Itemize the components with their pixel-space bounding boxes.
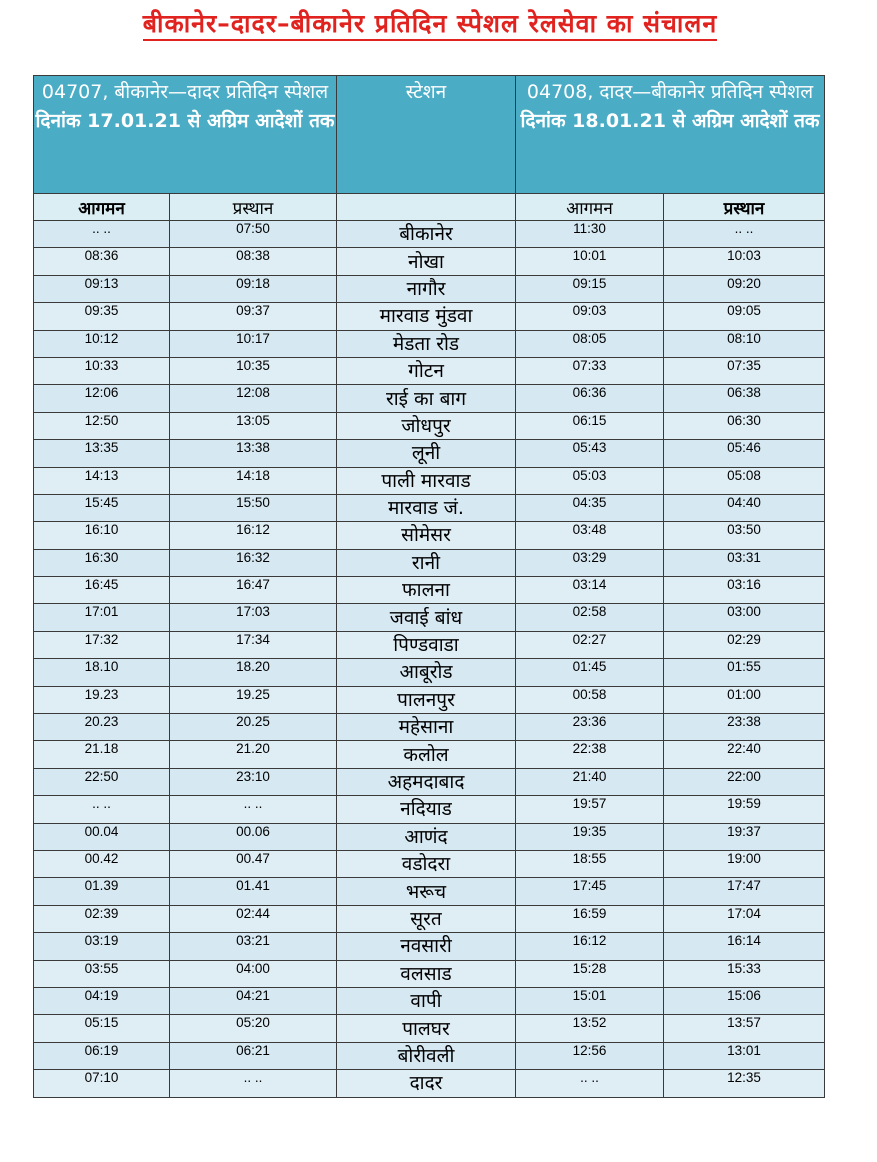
right-departure-cell: 19:59 [664,796,825,823]
left-arrival-cell: .. .. [34,796,170,823]
station-cell: कलोल [337,741,516,768]
table-row [34,796,825,823]
left-train-date: दिनांक 17.01.21 से अग्रिम आदेशों तक [35,110,335,132]
right-departure-cell: 09:05 [664,303,825,330]
left-departure-cell: 17:03 [170,604,337,631]
table-row [34,330,825,357]
left-departure-cell: 19.25 [170,686,337,713]
right-arrival-cell: 05:03 [516,467,664,494]
left-arrival-cell: 15:45 [34,494,170,521]
left-arrival-cell: 12:06 [34,385,170,412]
left-departure-cell: 12:08 [170,385,337,412]
left-departure-cell: 04:00 [170,960,337,987]
table-row [34,1042,825,1069]
table-row [34,631,825,658]
left-departure-cell: 09:18 [170,275,337,302]
station-cell: नागौर [337,275,516,302]
right-arrival-cell: 02:58 [516,604,664,631]
left-departure-cell: 01.41 [170,878,337,905]
left-arrival-cell: 20.23 [34,714,170,741]
left-arrival-cell: 00.42 [34,850,170,877]
right-departure-cell: 17:04 [664,905,825,932]
station-cell: अहमदाबाद [337,768,516,795]
left-departure-cell: 08:38 [170,248,337,275]
left-departure-cell: 04:21 [170,987,337,1014]
left-arrival-cell: 16:30 [34,549,170,576]
left-arrival-cell: 14:13 [34,467,170,494]
right-departure-cell: 13:57 [664,1015,825,1042]
right-departure-header: प्रस्थान [664,194,825,221]
right-departure-cell: 05:46 [664,440,825,467]
left-departure-cell: 05:20 [170,1015,337,1042]
right-arrival-cell: 15:28 [516,960,664,987]
table-row [34,494,825,521]
right-departure-cell: 09:20 [664,275,825,302]
station-cell: रानी [337,549,516,576]
right-arrival-cell: 07:33 [516,357,664,384]
right-departure-cell: 13:01 [664,1042,825,1069]
left-arrival-cell: 01.39 [34,878,170,905]
station-cell: भरूच [337,878,516,905]
table-row [34,823,825,850]
right-arrival-cell: 09:15 [516,275,664,302]
table-row [34,714,825,741]
header-row [34,76,825,194]
left-arrival-cell: 06:19 [34,1042,170,1069]
left-departure-cell: 16:12 [170,522,337,549]
table-row [34,440,825,467]
left-departure-cell: 16:32 [170,549,337,576]
station-cell: सूरत [337,905,516,932]
table-row [34,522,825,549]
right-departure-cell: 03:50 [664,522,825,549]
left-departure-cell: 07:50 [170,221,337,248]
left-arrival-cell: 21.18 [34,741,170,768]
right-arrival-cell: 19:35 [516,823,664,850]
right-departure-cell: 03:00 [664,604,825,631]
left-departure-cell: 18.20 [170,659,337,686]
left-departure-cell: 06:21 [170,1042,337,1069]
right-arrival-cell: 13:52 [516,1015,664,1042]
table-row [34,604,825,631]
right-arrival-cell: 06:15 [516,412,664,439]
left-departure-cell: .. .. [170,1070,337,1097]
right-arrival-cell: 03:14 [516,577,664,604]
right-arrival-cell: 02:27 [516,631,664,658]
table-row [34,549,825,576]
station-cell: आबूरोड [337,659,516,686]
left-departure-cell: 17:34 [170,631,337,658]
left-arrival-cell: 16:10 [34,522,170,549]
right-arrival-cell: 11:30 [516,221,664,248]
station-cell: बीकानेर [337,221,516,248]
table-row [34,275,825,302]
table-row [34,878,825,905]
right-departure-cell: 22:00 [664,768,825,795]
page-title-text: बीकानेर–दादर–बीकानेर प्रतिदिन स्पेशल रेलसेवा का संचालन [143,9,717,41]
right-arrival-cell: 09:03 [516,303,664,330]
table-row [34,905,825,932]
table-row [34,987,825,1014]
left-departure-cell: 09:37 [170,303,337,330]
right-departure-cell: 05:08 [664,467,825,494]
table-row [34,221,825,248]
right-departure-cell: 15:33 [664,960,825,987]
table-row [34,933,825,960]
left-departure-cell: .. .. [170,796,337,823]
left-arrival-cell: 08:36 [34,248,170,275]
table-row [34,960,825,987]
station-cell: मारवाड मुंडवा [337,303,516,330]
table-row [34,686,825,713]
table-row [34,385,825,412]
right-arrival-cell: 16:12 [516,933,664,960]
left-arrival-cell: 13:35 [34,440,170,467]
right-arrival-cell: 19:57 [516,796,664,823]
station-header-label: स्टेशन [405,81,447,103]
table-row [34,659,825,686]
left-departure-cell: 00.06 [170,823,337,850]
right-arrival-cell: .. .. [516,1070,664,1097]
right-departure-cell: 07:35 [664,357,825,384]
right-arrival-cell: 16:59 [516,905,664,932]
station-cell: पाली मारवाड [337,467,516,494]
left-arrival-cell: 19.23 [34,686,170,713]
left-arrival-cell: 17:01 [34,604,170,631]
table-row [34,1015,825,1042]
right-departure-cell: 02:29 [664,631,825,658]
right-arrival-cell: 22:38 [516,741,664,768]
left-arrival-cell: 16:45 [34,577,170,604]
station-cell: पालघर [337,1015,516,1042]
station-cell: नोखा [337,248,516,275]
right-departure-cell: 12:35 [664,1070,825,1097]
left-departure-cell: 10:35 [170,357,337,384]
left-departure-cell: 13:38 [170,440,337,467]
left-train-header [34,76,337,194]
right-train-date: दिनांक 18.01.21 से अग्रिम आदेशों तक [520,110,820,132]
right-arrival-cell: 06:36 [516,385,664,412]
right-arrival-cell: 23:36 [516,714,664,741]
right-departure-cell: 01:55 [664,659,825,686]
right-departure-cell: 08:10 [664,330,825,357]
table-row [34,577,825,604]
right-departure-cell: 17:47 [664,878,825,905]
left-arrival-cell: 22:50 [34,768,170,795]
right-arrival-cell: 12:56 [516,1042,664,1069]
right-arrival-cell: 18:55 [516,850,664,877]
left-arrival-cell: 10:12 [34,330,170,357]
right-arrival-cell: 03:48 [516,522,664,549]
station-cell: नवसारी [337,933,516,960]
left-arrival-cell: 18.10 [34,659,170,686]
right-departure-cell: 10:03 [664,248,825,275]
right-arrival-cell: 08:05 [516,330,664,357]
station-cell: पालनपुर [337,686,516,713]
right-departure-cell: 19:37 [664,823,825,850]
right-departure-cell: 06:38 [664,385,825,412]
left-departure-cell: 03:21 [170,933,337,960]
left-departure-cell: 21.20 [170,741,337,768]
column-header-row [34,194,825,221]
right-departure-cell: 16:14 [664,933,825,960]
right-arrival-cell: 01:45 [516,659,664,686]
left-departure-cell: 02:44 [170,905,337,932]
left-departure-cell: 16:47 [170,577,337,604]
left-arrival-cell: 03:19 [34,933,170,960]
station-cell: सोमेसर [337,522,516,549]
left-departure-cell: 20.25 [170,714,337,741]
table-row [34,741,825,768]
right-departure-cell: 03:16 [664,577,825,604]
right-departure-cell: 23:38 [664,714,825,741]
left-departure-cell: 14:18 [170,467,337,494]
left-departure-header: प्रस्थान [170,194,337,221]
right-arrival-cell: 21:40 [516,768,664,795]
right-arrival-cell: 04:35 [516,494,664,521]
page-title [0,6,860,40]
table-row [34,357,825,384]
right-arrival-cell: 03:29 [516,549,664,576]
left-arrival-cell: 10:33 [34,357,170,384]
station-cell: वापी [337,987,516,1014]
left-arrival-cell: 05:15 [34,1015,170,1042]
station-blank-header [337,194,516,221]
left-departure-cell: 10:17 [170,330,337,357]
right-arrival-cell: 00:58 [516,686,664,713]
left-train-name: 04707, बीकानेर—दादर प्रतिदिन स्पेशल [41,81,329,103]
right-arrival-cell: 05:43 [516,440,664,467]
table-row [34,412,825,439]
left-arrival-cell: 00.04 [34,823,170,850]
left-departure-cell: 15:50 [170,494,337,521]
left-arrival-cell: 17:32 [34,631,170,658]
station-cell: आणंद [337,823,516,850]
right-train-header [516,76,825,194]
station-cell: दादर [337,1070,516,1097]
left-arrival-cell: 09:13 [34,275,170,302]
station-cell: नदियाड [337,796,516,823]
left-arrival-header: आगमन [34,194,170,221]
table-row [34,1070,825,1097]
station-cell: लूनी [337,440,516,467]
station-cell: जवाई बांध [337,604,516,631]
right-departure-cell: 06:30 [664,412,825,439]
station-cell: वलसाड [337,960,516,987]
timetable [33,75,825,1098]
station-cell: राई का बाग [337,385,516,412]
table-row [34,248,825,275]
left-departure-cell: 23:10 [170,768,337,795]
station-cell: वडोदरा [337,850,516,877]
left-arrival-cell: 12:50 [34,412,170,439]
station-cell: जोधपुर [337,412,516,439]
station-cell: फालना [337,577,516,604]
table-row [34,768,825,795]
station-cell: महेसाना [337,714,516,741]
left-arrival-cell: 04:19 [34,987,170,1014]
table-row [34,303,825,330]
station-cell: पिण्डवाडा [337,631,516,658]
right-departure-cell: 19:00 [664,850,825,877]
right-departure-cell: 01:00 [664,686,825,713]
right-arrival-cell: 17:45 [516,878,664,905]
station-cell: गोटन [337,357,516,384]
right-departure-cell: 15:06 [664,987,825,1014]
left-arrival-cell: 02:39 [34,905,170,932]
left-arrival-cell: 07:10 [34,1070,170,1097]
left-arrival-cell: 03:55 [34,960,170,987]
table-row [34,850,825,877]
left-departure-cell: 13:05 [170,412,337,439]
left-arrival-cell: 09:35 [34,303,170,330]
left-departure-cell: 00.47 [170,850,337,877]
right-arrival-cell: 10:01 [516,248,664,275]
right-departure-cell: 04:40 [664,494,825,521]
right-departure-cell: .. .. [664,221,825,248]
left-arrival-cell: .. .. [34,221,170,248]
right-arrival-cell: 15:01 [516,987,664,1014]
right-arrival-header: आगमन [516,194,664,221]
station-header [337,76,516,194]
right-departure-cell: 22:40 [664,741,825,768]
table-row [34,467,825,494]
station-cell: मारवाड जं. [337,494,516,521]
station-cell: मेडता रोड [337,330,516,357]
right-departure-cell: 03:31 [664,549,825,576]
station-cell: बोरीवली [337,1042,516,1069]
right-train-name: 04708, दादर—बीकानेर प्रतिदिन स्पेशल [526,81,814,103]
